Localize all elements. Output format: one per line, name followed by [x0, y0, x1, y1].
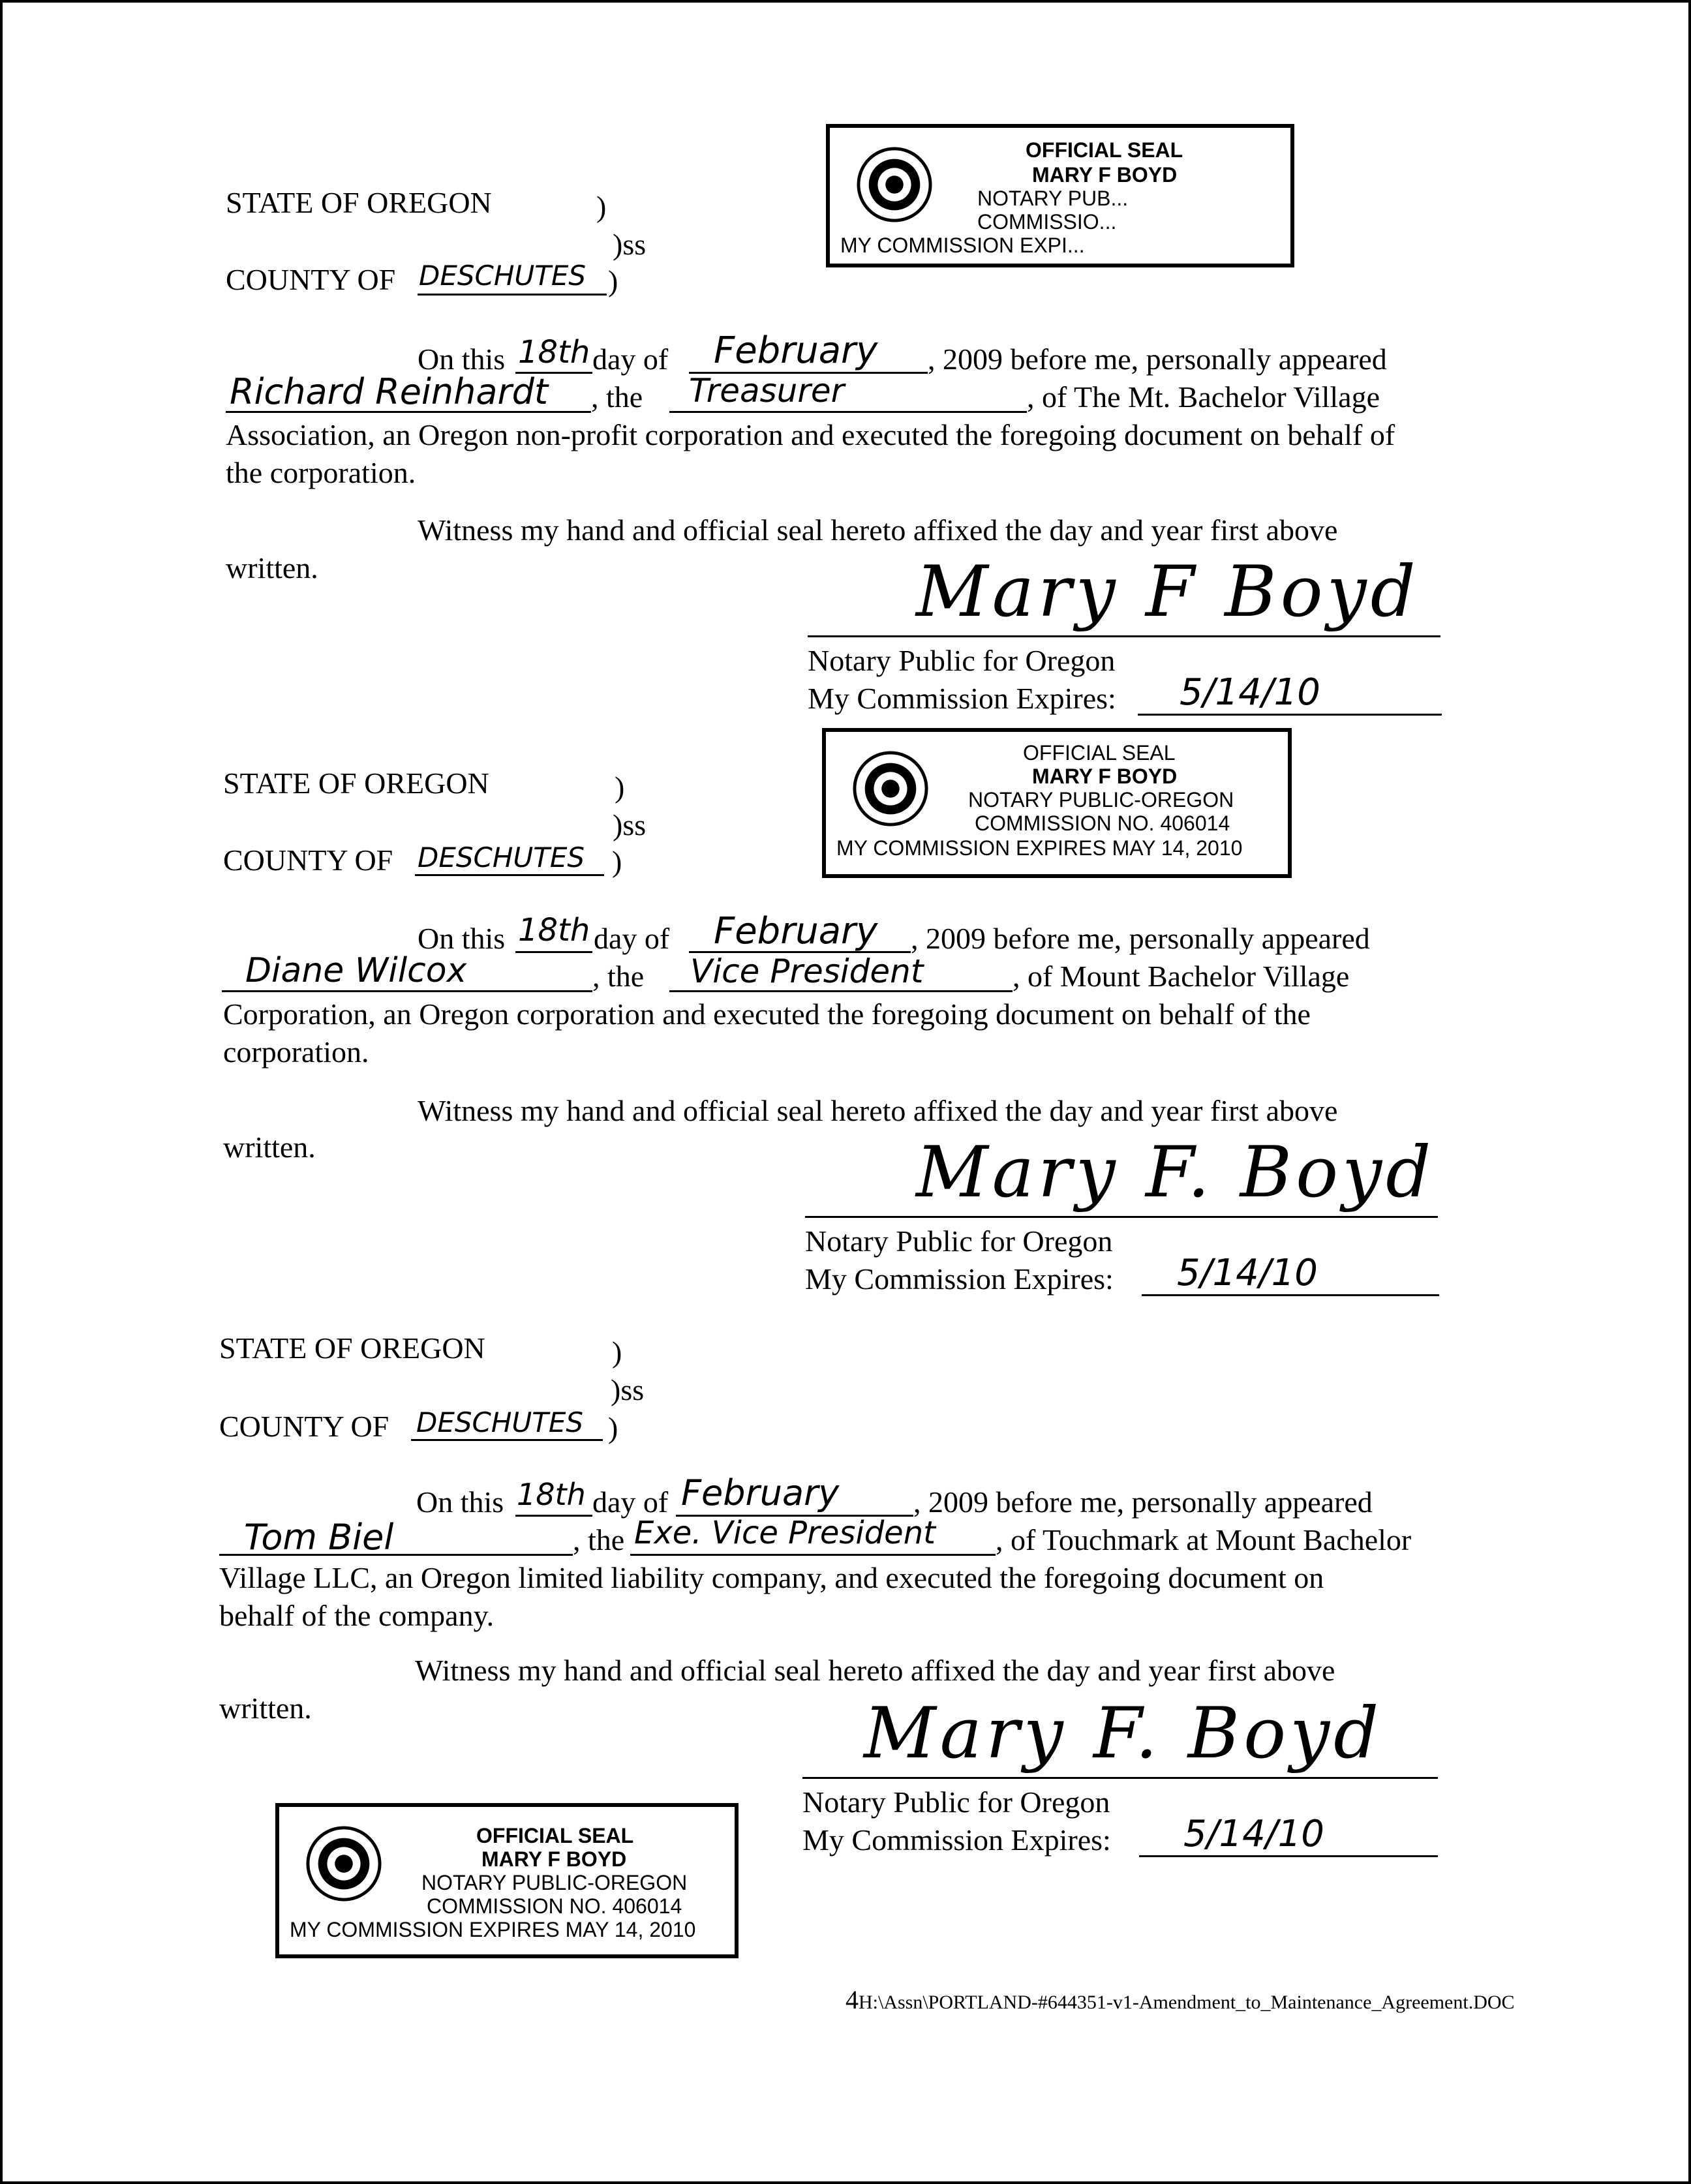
day-of-label: day of	[592, 342, 669, 376]
month-value: February	[681, 1472, 840, 1513]
county-value: DESCHUTES	[416, 1406, 584, 1438]
ss-label: )ss	[611, 1373, 645, 1406]
notary-label: Notary Public for Oregon	[802, 1785, 1110, 1819]
stamp-line: MY COMMISSION EXPIRES MAY 14, 2010	[836, 836, 1243, 860]
expires-label: My Commission Expires:	[805, 1262, 1114, 1296]
official-seal-stamp	[275, 1803, 739, 1958]
title-blank	[669, 990, 1013, 992]
filename-path: H:\Assn\PORTLAND-#644351-v1-Amendment_to_Maintenance_Agreement.DOC	[859, 1992, 1515, 2013]
person-blank	[226, 411, 591, 413]
stamp-line: MARY F BOYD	[1032, 163, 1178, 187]
expires-blank	[1139, 1855, 1438, 1857]
year-text: , 2009 before me, personally appeared	[913, 1485, 1373, 1519]
county-value: DESCHUTES	[419, 260, 587, 292]
body-line: the corporation.	[226, 456, 416, 489]
the-label: , the	[573, 1523, 625, 1556]
stamp-line: NOTARY PUBLIC-OREGON	[968, 788, 1234, 811]
stamp-line: MARY F BOYD	[481, 1847, 627, 1871]
county-label: COUNTY OF	[219, 1410, 389, 1443]
state-label: STATE OF OREGON	[223, 766, 489, 800]
stamp-line: MY COMMISSION EXPIRES MAY 14, 2010	[290, 1918, 696, 1941]
expires-blank	[1138, 714, 1442, 716]
person-name: Richard Reinhardt	[230, 371, 549, 412]
title-value: Treasurer	[689, 372, 845, 410]
year-text: , 2009 before me, personally appeared	[928, 342, 1387, 376]
month-value: February	[714, 329, 878, 372]
paren-bottom: )	[612, 845, 622, 878]
title-blank	[669, 411, 1027, 413]
day-value: 18th	[518, 912, 590, 948]
paren-bottom: )	[608, 264, 618, 297]
signature-line	[802, 1777, 1438, 1779]
state-label: STATE OF OREGON	[226, 186, 492, 219]
county-label: COUNTY OF	[226, 263, 396, 296]
county-blank	[418, 294, 607, 296]
paren-top: )	[612, 1335, 622, 1369]
stamp-line: OFFICIAL SEAL	[1026, 138, 1183, 162]
the-label: , the	[591, 380, 643, 414]
state-seal-icon	[856, 146, 933, 223]
written-text: written.	[226, 551, 318, 584]
stamp-line: MARY F BOYD	[1032, 765, 1178, 788]
title-value: Vice President	[690, 952, 924, 990]
stamp-line: COMMISSION NO. 406014	[427, 1894, 682, 1918]
day-of-label: day of	[592, 1485, 669, 1519]
state-seal-icon	[305, 1825, 382, 1902]
state-seal-icon	[852, 750, 929, 827]
day-value: 18th	[517, 1477, 586, 1512]
entity-text: , of The Mt. Bachelor Village	[1027, 380, 1380, 414]
county-label: COUNTY OF	[223, 843, 393, 877]
stamp-line: OFFICIAL SEAL	[1023, 741, 1176, 765]
body-line: behalf of the company.	[219, 1599, 495, 1632]
body-line: corporation.	[223, 1035, 369, 1069]
written-text: written.	[223, 1130, 316, 1164]
notary-signature: Mary F. Boyd	[864, 1693, 1383, 1774]
notary-label: Notary Public for Oregon	[808, 644, 1116, 677]
entity-text: , of Mount Bachelor Village	[1013, 960, 1350, 993]
expires-label: My Commission Expires:	[808, 682, 1116, 715]
witness-text: Witness my hand and official seal hereto affixed the day and year first above	[418, 513, 1338, 547]
person-name: Diane Wilcox	[245, 951, 467, 990]
notary-signature: Mary F. Boyd	[916, 1132, 1435, 1213]
day-of-label: day of	[594, 922, 670, 955]
official-seal-stamp	[826, 124, 1294, 267]
stamp-line: OFFICIAL SEAL	[476, 1824, 634, 1847]
person-blank	[219, 1554, 573, 1556]
on-this-label: On this	[418, 922, 506, 955]
stamp-line: COMMISSIO...	[977, 210, 1117, 234]
day-blank	[515, 951, 592, 953]
body-line: Association, an Oregon non-profit corporation and executed the foregoing document on behalf of	[226, 418, 1395, 451]
on-this-label: On this	[418, 342, 506, 376]
witness-text: Witness my hand and official seal hereto affixed the day and year first above	[418, 1094, 1338, 1127]
ss-label: )ss	[613, 228, 647, 261]
paren-top: )	[596, 190, 607, 223]
expires-value: 5/14/10	[1180, 671, 1320, 714]
document-filename	[846, 1984, 1515, 2015]
month-value: February	[714, 910, 878, 952]
paren-top: )	[615, 770, 625, 804]
title-value: Exe. Vice President	[634, 1515, 936, 1551]
stamp-line: MY COMMISSION EXPI...	[840, 234, 1085, 257]
expires-value: 5/14/10	[1177, 1252, 1318, 1294]
expires-value: 5/14/10	[1183, 1813, 1324, 1855]
county-blank	[411, 1439, 603, 1441]
person-name: Tom Biel	[244, 1517, 394, 1558]
expires-blank	[1142, 1294, 1439, 1296]
on-this-label: On this	[416, 1485, 504, 1519]
body-line: Corporation, an Oregon corporation and executed the foregoing document on behalf of the	[223, 997, 1311, 1031]
state-label: STATE OF OREGON	[219, 1331, 485, 1365]
title-blank	[630, 1554, 996, 1556]
ss-label: )ss	[613, 808, 647, 842]
day-blank	[515, 1515, 592, 1517]
notary-signature: Mary F Boyd	[916, 551, 1420, 633]
paren-bottom: )	[608, 1411, 618, 1444]
official-seal-stamp	[822, 728, 1292, 878]
expires-label: My Commission Expires:	[802, 1823, 1111, 1857]
signature-line	[805, 1216, 1438, 1218]
signature-line	[808, 635, 1440, 637]
notary-label: Notary Public for Oregon	[805, 1224, 1113, 1258]
county-value: DESCHUTES	[418, 842, 585, 873]
county-blank	[415, 874, 604, 876]
page-number: 4	[846, 1985, 859, 2014]
person-blank	[222, 990, 592, 992]
stamp-line: NOTARY PUB...	[977, 187, 1129, 210]
the-label: , the	[592, 960, 645, 993]
stamp-line: COMMISSION NO. 406014	[975, 811, 1230, 835]
entity-text: , of Touchmark at Mount Bachelor	[996, 1523, 1412, 1556]
body-line: Village LLC, an Oregon limited liability company, and executed the foregoing document on	[219, 1561, 1324, 1594]
year-text: , 2009 before me, personally appeared	[911, 922, 1370, 955]
written-text: written.	[219, 1691, 312, 1725]
stamp-line: NOTARY PUBLIC-OREGON	[421, 1871, 688, 1894]
witness-text: Witness my hand and official seal hereto affixed the day and year first above	[415, 1654, 1335, 1687]
day-value: 18th	[518, 334, 590, 371]
